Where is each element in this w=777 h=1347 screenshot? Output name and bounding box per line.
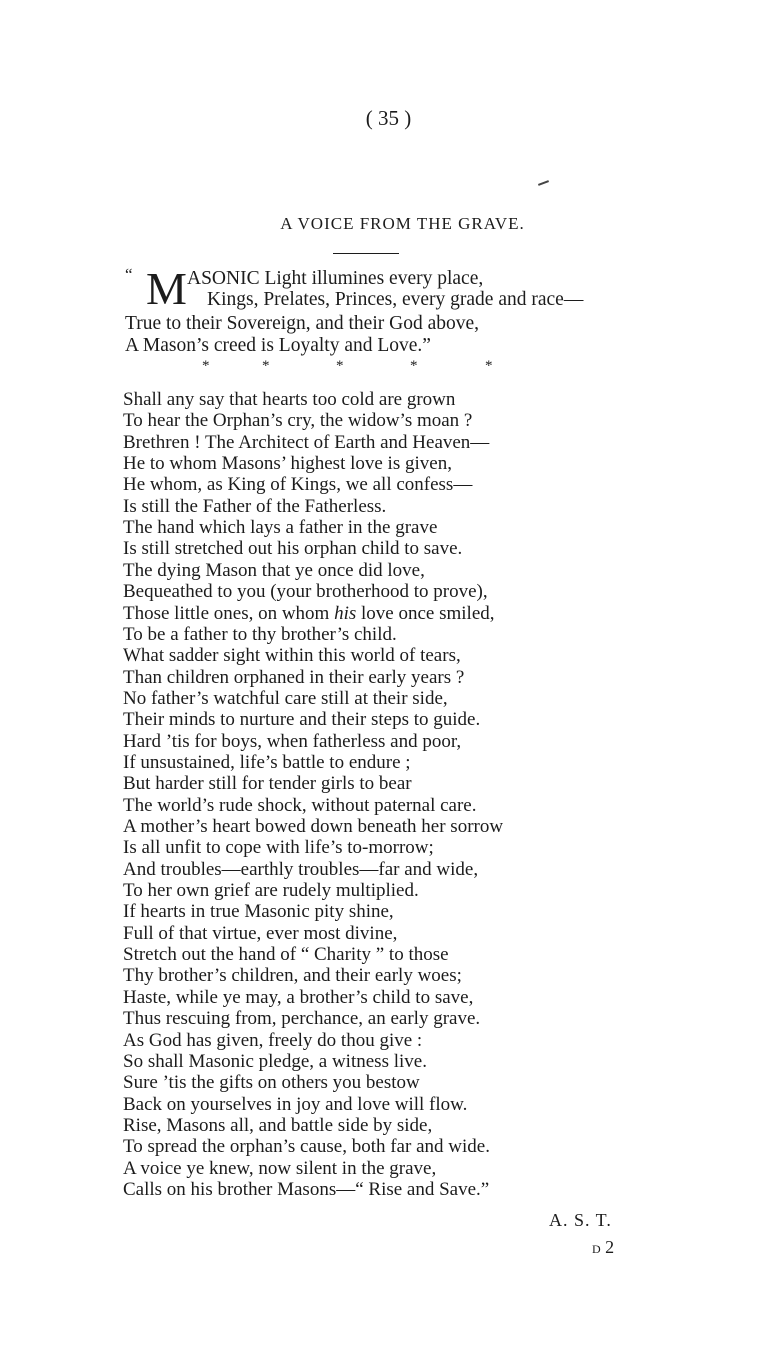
poem-line: Calls on his brother Masons—“ Rise and Save.” xyxy=(123,1178,490,1200)
poem-line: Thus rescuing from, perchance, an early grave. xyxy=(123,1008,481,1030)
poem-line: Brethren ! The Architect of Earth and Heaven— xyxy=(123,431,490,453)
poem-line: Bequeathed to you (your brotherhood to prove), xyxy=(123,581,488,603)
sheet-letter: D xyxy=(592,1242,601,1256)
separator-star: * xyxy=(202,358,210,374)
poem-line: He to whom Masons’ highest love is given, xyxy=(123,453,452,475)
epigraph-line: True to their Sovereign, and their God above, xyxy=(125,313,479,334)
sheet-signature-mark xyxy=(592,1237,614,1258)
poem-line: The world’s rude shock, without paternal care. xyxy=(123,794,477,816)
poem-line: Full of that virtue, ever most divine, xyxy=(123,922,398,944)
epigraph-line: Kings, Prelates, Princes, every grade and race— xyxy=(207,289,584,310)
epigraph-line: ASONIC Light illumines every place, xyxy=(187,268,484,289)
poem-line: Is all unfit to cope with life’s to-morrow; xyxy=(123,837,434,859)
title-rule xyxy=(333,253,399,254)
printer-mark xyxy=(538,180,549,186)
poem-line: Stretch out the hand of “ Charity ” to those xyxy=(123,944,449,966)
epigraph-open-quote: “ xyxy=(125,265,133,284)
poem-line: A voice ye knew, now silent in the grave, xyxy=(123,1157,437,1179)
poem-line: And troubles—earthly troubles—far and wide, xyxy=(123,858,479,880)
separator-star: * xyxy=(262,358,270,374)
separator-star: * xyxy=(485,358,493,374)
poem-line: Haste, while ye may, a brother’s child to save, xyxy=(123,986,474,1008)
poem-line: To her own grief are rudely multiplied. xyxy=(123,880,419,902)
poem-line: To spread the orphan’s cause, both far and wide. xyxy=(123,1136,490,1158)
poem-line: So shall Masonic pledge, a witness live. xyxy=(123,1050,427,1072)
poem-line: Sure ’tis the gifts on others you bestow xyxy=(123,1072,420,1094)
poem-line: Those little ones, on whom his love once smiled, xyxy=(123,602,495,624)
poem-line: As God has given, freely do thou give : xyxy=(123,1029,423,1051)
poem-line: Is still stretched out his orphan child to save. xyxy=(123,538,463,560)
poem-line: Back on yourselves in joy and love will flow. xyxy=(123,1093,468,1115)
poem-title: A VOICE FROM THE GRAVE. xyxy=(280,214,525,233)
drop-cap: M xyxy=(146,263,187,314)
poem-line: The dying Mason that ye once did love, xyxy=(123,559,425,581)
epigraph-line: A Mason’s creed is Loyalty and Love.” xyxy=(125,335,431,356)
page-number: ( 35 ) xyxy=(365,106,412,130)
poem-line: If unsustained, life’s battle to endure ; xyxy=(123,751,411,773)
poem-line: Rise, Masons all, and battle side by side, xyxy=(123,1114,433,1136)
poem-line: Thy brother’s children, and their early woes; xyxy=(123,965,462,987)
poem-line: A mother’s heart bowed down beneath her sorrow xyxy=(123,816,504,837)
poem-line: To be a father to thy brother’s child. xyxy=(123,623,397,645)
poem-line: Hard ’tis for boys, when fatherless and poor, xyxy=(123,730,462,752)
poem-line: But harder still for tender girls to bear xyxy=(123,773,412,795)
poem-line: What sadder sight within this world of tears, xyxy=(123,645,461,667)
poem-line: The hand which lays a father in the grave xyxy=(123,517,438,539)
poem-line: Their minds to nurture and their steps to guide. xyxy=(123,709,481,731)
poem-line: To hear the Orphan’s cry, the widow’s moan ? xyxy=(123,410,473,432)
poem-line: If hearts in true Masonic pity shine, xyxy=(123,901,394,923)
poem-line: No father’s watchful care still at their side, xyxy=(123,687,448,709)
sheet-number: 2 xyxy=(605,1237,615,1257)
separator-star: * xyxy=(336,358,344,374)
poem-line: Is still the Father of the Fatherless. xyxy=(123,495,387,517)
poem-line: Shall any say that hearts too cold are grown xyxy=(123,389,456,410)
separator-star: * xyxy=(410,358,418,374)
signature: A. S. T. xyxy=(549,1210,612,1230)
poem-line: Than children orphaned in their early years ? xyxy=(123,666,465,688)
poem-line: He whom, as King of Kings, we all confess— xyxy=(123,474,473,496)
